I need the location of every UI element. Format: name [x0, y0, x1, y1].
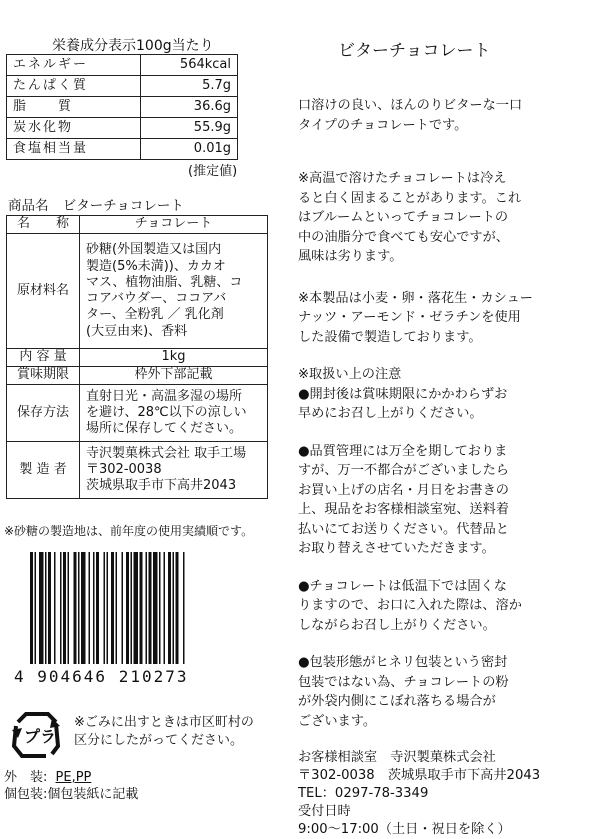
- bloom-line: ると白く固まることがあります。これ: [298, 190, 522, 206]
- nutrition-value: 5.7g: [140, 76, 237, 97]
- packaging-inner: 個包装:個包装紙に記載: [4, 787, 139, 802]
- expiry-key: 賞味期限: [7, 367, 80, 385]
- bloom-line: 中の油脂分で食べても安心ですが、: [298, 229, 509, 245]
- handling-line: 早めにお召し上がりください。: [298, 406, 483, 421]
- product-footnote: ※砂糖の製造地は、前年度の使用実績順です。: [4, 524, 254, 538]
- nutrition-value: 0.01g: [140, 139, 237, 160]
- maker-line: 寺沢製菓株式会社 取手工場: [86, 445, 247, 461]
- barcode: [30, 552, 250, 670]
- intro-line: 口溶けの良い、ほんのりビターな一口: [298, 98, 523, 113]
- quality-line: すが、万一不都合がございましたら: [298, 463, 509, 478]
- allergen-line: ナッツ・アーモンド・ゼラチンを使用: [298, 310, 521, 325]
- nutrition-value: 36.6g: [140, 97, 237, 118]
- handling-title: ※取扱い上の注意: [298, 367, 402, 382]
- nutrition-label: 脂 質: [7, 97, 141, 118]
- contact-line: 受付日時: [298, 804, 351, 819]
- ingredients-value: [80, 234, 268, 349]
- allergen-line: ※本製品は小麦・卵・落花生・カシュー: [298, 290, 533, 306]
- storage-value: [80, 385, 268, 442]
- bloom-line: はブルームといってチョコレートの: [298, 210, 509, 225]
- ingredients-line: 砂糖(外国製造又は国内: [86, 242, 222, 258]
- nutrition-label: 食塩相当量: [7, 139, 141, 160]
- nutrition-value: 564kcal: [140, 55, 237, 76]
- contact-line: TEL：0297-78-3349: [298, 786, 429, 801]
- allergen-line: した設備で製造しております。: [298, 329, 482, 345]
- volume-value: 1kg: [80, 349, 268, 367]
- nutrition-title: 栄養成分表示100g当たり: [52, 38, 214, 54]
- maker-line: 〒302-0038: [86, 461, 162, 477]
- maker-line: 茨城県取手市下高井2043: [86, 478, 237, 494]
- right-title: ビターチョコレート: [338, 41, 491, 61]
- nutrition-value: 55.9g: [140, 118, 237, 139]
- product-heading-value: ビターチョコレート: [62, 198, 184, 214]
- ingredients-line: (大豆由来)、香料: [86, 323, 188, 339]
- recycle-note-line: 区分にしたがってください。: [74, 733, 244, 748]
- ingredients-row: [7, 234, 268, 349]
- packaging-line: ●包装形態がヒネリ包装という密封: [298, 655, 508, 670]
- temperature-line: りますので、お口に入れた際は、溶か: [298, 598, 522, 613]
- intro-line: タイプのチョコレートです。: [298, 117, 468, 133]
- packaging-note: [298, 653, 594, 731]
- contact-line: 〒302-0038 茨城県取手市下高井2043: [298, 768, 541, 783]
- product-heading: [8, 194, 184, 214]
- storage-line: を避け、28℃以下の涼しい: [86, 404, 247, 420]
- handling-note: [298, 385, 594, 424]
- packaging-line: が外袋内側にこぼれ落ちる場合が: [298, 694, 496, 709]
- recycle-note-line: ※ごみに出すときは市区町村の: [74, 715, 254, 730]
- nutrition-table: [6, 54, 238, 160]
- temperature-line: ●チョコレートは低温下では固くな: [298, 578, 507, 594]
- nutrition-row: [7, 76, 238, 97]
- contact-line: お客様相談室 寺沢製菓株式会社: [298, 750, 496, 765]
- name-value: チョコレート: [80, 216, 268, 234]
- product-heading-key: 商品名: [8, 198, 49, 214]
- recycle-label: プラ: [24, 727, 57, 746]
- expiry-row: [7, 367, 268, 385]
- nutrition-label: たんぱく質: [7, 76, 141, 97]
- nutrition-note: (推定値): [188, 164, 238, 179]
- bloom-line: ※高温で溶けたチョコレートは冷え: [298, 171, 507, 186]
- temperature-note: [298, 577, 594, 636]
- storage-key: 保存方法: [7, 385, 80, 442]
- packaging-outer-value: PE,PP: [55, 770, 92, 785]
- packaging-line: ございます。: [298, 713, 377, 729]
- storage-line: 場所に保存してください。: [86, 421, 243, 437]
- maker-key: 製 造 者: [7, 442, 80, 499]
- maker-row: [7, 442, 268, 499]
- nutrition-row: [7, 55, 238, 76]
- ingredients-line: ター、全粉乳 ／ 乳化剤: [86, 307, 224, 323]
- ingredients-key: 原材料名: [7, 234, 80, 349]
- nutrition-label: 炭水化物: [7, 118, 141, 139]
- ingredients-line: マス、植物油脂、乳糖、コ: [86, 274, 243, 290]
- nutrition-label: エネルギー: [7, 55, 141, 76]
- storage-row: [7, 385, 268, 442]
- quality-note: [298, 442, 594, 559]
- handling-line: ●開封後は賞味期限にかかわらずお: [298, 386, 508, 402]
- allergen-note: [298, 289, 594, 348]
- barcode-digits: 4 904646 210273: [14, 667, 189, 686]
- bloom-note: [298, 169, 594, 267]
- quality-line: お買い上げの店名・月日をお書きの: [298, 482, 509, 498]
- nutrition-row: [7, 97, 238, 118]
- contact-line: 9:00〜17:00（土日・祝日を除く）: [298, 822, 511, 837]
- expiry-value: 枠外下部記載: [80, 367, 268, 385]
- ingredients-line: 製造(5%未満))、カカオ: [86, 258, 226, 274]
- quality-line: お取り替えさせていただきます。: [298, 541, 495, 556]
- temperature-line: しながらお召し上がりください。: [298, 617, 496, 633]
- nutrition-row: [7, 118, 238, 139]
- name-row: [7, 216, 268, 234]
- quality-line: 払いにてお送りください。代替品と: [298, 521, 509, 537]
- volume-key: 内 容 量: [7, 349, 80, 367]
- ingredients-line: コアバウダー、ココアバ: [86, 291, 227, 306]
- volume-row: [7, 349, 268, 367]
- maker-value: [80, 442, 268, 499]
- bloom-line: 風味は劣ります。: [298, 249, 403, 264]
- storage-line: 直射日光・高温多湿の場所: [86, 388, 243, 404]
- packaging-outer-key: 外 装:: [4, 770, 48, 785]
- packaging-line: 包装ではない為、チョコレートの粉: [298, 674, 509, 690]
- nutrition-row: [7, 139, 238, 160]
- intro-text: [298, 96, 594, 135]
- product-table: [6, 215, 268, 499]
- quality-line: 上、現品をお客様相談室宛、送料着: [298, 502, 509, 517]
- right-column: [298, 96, 594, 839]
- contact-info: [298, 749, 594, 839]
- name-key: 名 称: [7, 216, 80, 234]
- quality-line: ●品質管理には万全を期しておりま: [298, 443, 508, 459]
- recycle-plastic-icon: [8, 710, 64, 760]
- recycle-note: [74, 714, 254, 750]
